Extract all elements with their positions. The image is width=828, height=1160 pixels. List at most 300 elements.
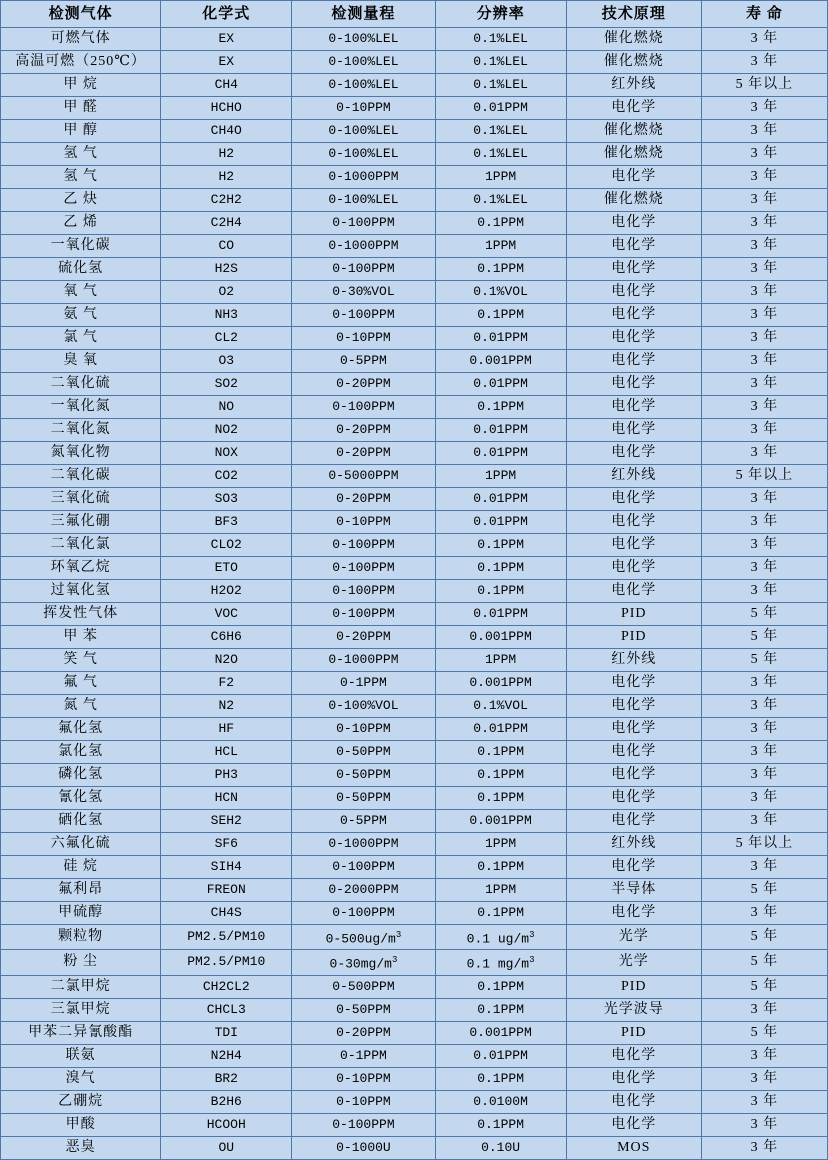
cell-gas-name: 联氨 (1, 1044, 161, 1067)
cell-range: 0-100%LEL (292, 143, 435, 166)
table-body (1, 28, 828, 1160)
cell-gas-name: 氟化氢 (1, 718, 161, 741)
cell-range: 0-10PPM (292, 97, 435, 120)
table-row (1, 1136, 828, 1159)
table-row (1, 258, 828, 281)
cell-technology: 电化学 (566, 304, 701, 327)
table-row (1, 741, 828, 764)
cell-technology: 电化学 (566, 488, 701, 511)
cell-range: 0-10PPM (292, 1067, 435, 1090)
cell-gas-name: 三氧化硫 (1, 488, 161, 511)
cell-resolution: 1PPM (435, 235, 566, 258)
cell-range: 0-10PPM (292, 327, 435, 350)
cell-gas-name: 氢 气 (1, 143, 161, 166)
cell-technology: 电化学 (566, 97, 701, 120)
table-row (1, 925, 828, 950)
cell-resolution: 0.01PPM (435, 327, 566, 350)
cell-formula: HF (161, 718, 292, 741)
cell-lifetime: 3 年 (701, 327, 827, 350)
table-row (1, 511, 828, 534)
cell-range: 0-20PPM (292, 626, 435, 649)
cell-gas-name: 甲酸 (1, 1113, 161, 1136)
cell-gas-name: 二氧化碳 (1, 465, 161, 488)
cell-technology: 电化学 (566, 281, 701, 304)
cell-range: 0-100%LEL (292, 51, 435, 74)
cell-lifetime: 5 年 (701, 649, 827, 672)
cell-resolution: 0.1%LEL (435, 74, 566, 97)
cell-formula: BF3 (161, 511, 292, 534)
cell-resolution: 0.0100M (435, 1090, 566, 1113)
header-formula: 化学式 (161, 1, 292, 28)
cell-lifetime: 5 年 (701, 975, 827, 998)
cell-technology: 电化学 (566, 672, 701, 695)
table-row (1, 672, 828, 695)
cell-formula: O3 (161, 350, 292, 373)
cell-resolution: 0.01PPM (435, 603, 566, 626)
cell-formula: EX (161, 51, 292, 74)
cell-lifetime: 3 年 (701, 718, 827, 741)
cell-gas-name: 甲 醛 (1, 97, 161, 120)
cell-range: 0-1PPM (292, 672, 435, 695)
cell-lifetime: 3 年 (701, 120, 827, 143)
cell-formula: FREON (161, 879, 292, 902)
cell-technology: 电化学 (566, 327, 701, 350)
cell-resolution: 1PPM (435, 166, 566, 189)
table-row (1, 212, 828, 235)
cell-resolution: 0.1%LEL (435, 51, 566, 74)
cell-range: 0-100PPM (292, 304, 435, 327)
cell-range: 0-100PPM (292, 902, 435, 925)
cell-lifetime: 3 年 (701, 511, 827, 534)
cell-resolution: 1PPM (435, 649, 566, 672)
cell-formula: HCOOH (161, 1113, 292, 1136)
cell-range: 0-1PPM (292, 1044, 435, 1067)
cell-formula: CL2 (161, 327, 292, 350)
cell-lifetime: 3 年 (701, 1136, 827, 1159)
cell-resolution: 0.001PPM (435, 1021, 566, 1044)
cell-technology: 电化学 (566, 212, 701, 235)
table-row (1, 810, 828, 833)
cell-gas-name: 甲苯二异氰酸酯 (1, 1021, 161, 1044)
cell-gas-name: 氮氧化物 (1, 442, 161, 465)
cell-resolution: 0.1%VOL (435, 281, 566, 304)
table-row (1, 856, 828, 879)
cell-resolution: 0.001PPM (435, 350, 566, 373)
cell-resolution: 0.001PPM (435, 672, 566, 695)
cell-resolution: 0.1PPM (435, 764, 566, 787)
cell-formula: H2O2 (161, 580, 292, 603)
table-row (1, 1044, 828, 1067)
cell-technology: 红外线 (566, 649, 701, 672)
table-row (1, 51, 828, 74)
table-row (1, 1021, 828, 1044)
table-row (1, 695, 828, 718)
cell-technology: 光学波导 (566, 998, 701, 1021)
cell-formula: NO (161, 396, 292, 419)
table-header-row (1, 1, 828, 28)
cell-range: 0-10PPM (292, 511, 435, 534)
cell-gas-name: 氯化氢 (1, 741, 161, 764)
cell-resolution: 0.1%LEL (435, 28, 566, 51)
cell-technology: 电化学 (566, 235, 701, 258)
cell-lifetime: 5 年 (701, 925, 827, 950)
table-row (1, 97, 828, 120)
cell-range: 0-1000U (292, 1136, 435, 1159)
cell-gas-name: 过氧化氢 (1, 580, 161, 603)
cell-lifetime: 3 年 (701, 695, 827, 718)
cell-resolution: 0.01PPM (435, 511, 566, 534)
table-row (1, 718, 828, 741)
cell-formula: SIH4 (161, 856, 292, 879)
cell-lifetime: 3 年 (701, 557, 827, 580)
cell-technology: 电化学 (566, 442, 701, 465)
table-row (1, 975, 828, 998)
table-row (1, 442, 828, 465)
cell-gas-name: 可燃气体 (1, 28, 161, 51)
cell-gas-name: 氮 气 (1, 695, 161, 718)
cell-lifetime: 5 年以上 (701, 74, 827, 97)
cell-formula: CH2CL2 (161, 975, 292, 998)
cell-range: 0-50PPM (292, 787, 435, 810)
cell-gas-name: 磷化氢 (1, 764, 161, 787)
cell-gas-name: 二氧化硫 (1, 373, 161, 396)
cell-formula: CHCL3 (161, 998, 292, 1021)
cell-lifetime: 3 年 (701, 1113, 827, 1136)
cell-technology: 电化学 (566, 534, 701, 557)
cell-resolution: 0.1PPM (435, 212, 566, 235)
cell-range: 0-100%LEL (292, 189, 435, 212)
cell-gas-name: 氟 气 (1, 672, 161, 695)
cell-gas-name: 一氧化碳 (1, 235, 161, 258)
cell-formula: CH4S (161, 902, 292, 925)
table-row (1, 998, 828, 1021)
cell-range: 0-1000PPM (292, 166, 435, 189)
cell-gas-name: 三氯甲烷 (1, 998, 161, 1021)
cell-lifetime: 3 年 (701, 396, 827, 419)
cell-formula: TDI (161, 1021, 292, 1044)
table-row (1, 902, 828, 925)
cell-formula: SO2 (161, 373, 292, 396)
cell-range: 0-100PPM (292, 1113, 435, 1136)
cell-gas-name: 乙 炔 (1, 189, 161, 212)
table-row (1, 28, 828, 51)
cell-range: 0-100PPM (292, 580, 435, 603)
cell-gas-name: 笑 气 (1, 649, 161, 672)
cell-range: 0-100PPM (292, 258, 435, 281)
cell-range: 0-100PPM (292, 856, 435, 879)
cell-gas-name: 恶臭 (1, 1136, 161, 1159)
table-row (1, 74, 828, 97)
cell-technology: 电化学 (566, 787, 701, 810)
cell-gas-name: 高温可燃（250℃） (1, 51, 161, 74)
cell-technology: 电化学 (566, 856, 701, 879)
cell-technology: 红外线 (566, 833, 701, 856)
table-row (1, 143, 828, 166)
cell-gas-name: 挥发性气体 (1, 603, 161, 626)
cell-technology: 电化学 (566, 580, 701, 603)
cell-lifetime: 5 年 (701, 603, 827, 626)
cell-formula: C2H2 (161, 189, 292, 212)
cell-technology: PID (566, 626, 701, 649)
cell-lifetime: 3 年 (701, 28, 827, 51)
cell-resolution: 0.1 $ug/m^3$ (435, 925, 566, 950)
cell-gas-name: 甲 醇 (1, 120, 161, 143)
cell-resolution: 0.1PPM (435, 975, 566, 998)
cell-gas-name: 乙硼烷 (1, 1090, 161, 1113)
cell-lifetime: 3 年 (701, 97, 827, 120)
table-row (1, 950, 828, 975)
cell-formula: BR2 (161, 1067, 292, 1090)
cell-technology: 光学 (566, 925, 701, 950)
cell-formula: ETO (161, 557, 292, 580)
table-row (1, 373, 828, 396)
cell-formula: NH3 (161, 304, 292, 327)
cell-range: $0-500ug/m^3$ (292, 925, 435, 950)
cell-formula: HCN (161, 787, 292, 810)
cell-technology: 光学 (566, 950, 701, 975)
cell-technology: 电化学 (566, 373, 701, 396)
cell-technology: 催化燃烧 (566, 28, 701, 51)
cell-gas-name: 甲硫醇 (1, 902, 161, 925)
table-row (1, 1067, 828, 1090)
cell-technology: MOS (566, 1136, 701, 1159)
cell-resolution: 0.1PPM (435, 741, 566, 764)
cell-gas-name: 三氟化硼 (1, 511, 161, 534)
table-row (1, 1090, 828, 1113)
cell-formula: C2H4 (161, 212, 292, 235)
cell-gas-name: 溴气 (1, 1067, 161, 1090)
table-row (1, 557, 828, 580)
header-resolution: 分辨率 (435, 1, 566, 28)
cell-lifetime: 3 年 (701, 419, 827, 442)
cell-gas-name: 氧 气 (1, 281, 161, 304)
cell-range: 0-5000PPM (292, 465, 435, 488)
cell-lifetime: 3 年 (701, 764, 827, 787)
cell-technology: PID (566, 1021, 701, 1044)
cell-formula: O2 (161, 281, 292, 304)
cell-technology: 催化燃烧 (566, 120, 701, 143)
cell-resolution: 0.01PPM (435, 373, 566, 396)
table-row (1, 833, 828, 856)
cell-technology: 电化学 (566, 695, 701, 718)
cell-gas-name: 颗粒物 (1, 925, 161, 950)
cell-resolution: 0.1%LEL (435, 120, 566, 143)
cell-range: 0-100%LEL (292, 74, 435, 97)
table-row (1, 120, 828, 143)
cell-formula: CH4 (161, 74, 292, 97)
table-row (1, 281, 828, 304)
cell-range: 0-10PPM (292, 718, 435, 741)
cell-range: 0-20PPM (292, 1021, 435, 1044)
cell-technology: 电化学 (566, 258, 701, 281)
cell-technology: 催化燃烧 (566, 189, 701, 212)
cell-resolution: 0.1%LEL (435, 189, 566, 212)
cell-lifetime: 5 年以上 (701, 465, 827, 488)
cell-range: 0-500PPM (292, 975, 435, 998)
cell-gas-name: 臭 氧 (1, 350, 161, 373)
cell-lifetime: 3 年 (701, 787, 827, 810)
cell-resolution: 0.1PPM (435, 304, 566, 327)
table-row (1, 603, 828, 626)
cell-gas-name: 乙 烯 (1, 212, 161, 235)
cell-range: $0-30mg/m^3$ (292, 950, 435, 975)
cell-resolution: 0.1PPM (435, 557, 566, 580)
cell-formula: C6H6 (161, 626, 292, 649)
table-row (1, 764, 828, 787)
cell-lifetime: 5 年以上 (701, 833, 827, 856)
cell-resolution: 0.01PPM (435, 718, 566, 741)
cell-technology: 电化学 (566, 166, 701, 189)
cell-lifetime: 3 年 (701, 304, 827, 327)
cell-formula: NO2 (161, 419, 292, 442)
cell-gas-name: 硫化氢 (1, 258, 161, 281)
cell-gas-name: 硒化氢 (1, 810, 161, 833)
cell-gas-name: 六氟化硫 (1, 833, 161, 856)
cell-lifetime: 5 年 (701, 879, 827, 902)
cell-technology: 电化学 (566, 511, 701, 534)
cell-formula: SO3 (161, 488, 292, 511)
cell-lifetime: 3 年 (701, 373, 827, 396)
cell-formula: SF6 (161, 833, 292, 856)
cell-formula: PM2.5/PM10 (161, 925, 292, 950)
cell-range: 0-5PPM (292, 810, 435, 833)
cell-formula: H2S (161, 258, 292, 281)
cell-resolution: 0.10U (435, 1136, 566, 1159)
cell-range: 0-1000PPM (292, 649, 435, 672)
cell-lifetime: 5 年 (701, 1021, 827, 1044)
cell-resolution: 0.1PPM (435, 258, 566, 281)
cell-lifetime: 3 年 (701, 166, 827, 189)
cell-formula: OU (161, 1136, 292, 1159)
cell-resolution: 0.1PPM (435, 902, 566, 925)
cell-lifetime: 3 年 (701, 902, 827, 925)
header-gas-name: 检测气体 (1, 1, 161, 28)
cell-range: 0-100%LEL (292, 28, 435, 51)
table-row (1, 580, 828, 603)
cell-formula: PH3 (161, 764, 292, 787)
cell-lifetime: 3 年 (701, 856, 827, 879)
cell-technology: 电化学 (566, 1090, 701, 1113)
cell-formula: EX (161, 28, 292, 51)
cell-range: 0-20PPM (292, 419, 435, 442)
table-row (1, 304, 828, 327)
cell-gas-name: 二氯甲烷 (1, 975, 161, 998)
cell-lifetime: 3 年 (701, 258, 827, 281)
cell-formula: N2 (161, 695, 292, 718)
cell-gas-name: 甲 烷 (1, 74, 161, 97)
cell-lifetime: 3 年 (701, 212, 827, 235)
cell-technology: 红外线 (566, 465, 701, 488)
cell-lifetime: 3 年 (701, 350, 827, 373)
table-row (1, 327, 828, 350)
cell-formula: CH4O (161, 120, 292, 143)
cell-technology: 电化学 (566, 764, 701, 787)
cell-range: 0-100PPM (292, 557, 435, 580)
header-range: 检测量程 (292, 1, 435, 28)
cell-resolution: 0.1PPM (435, 580, 566, 603)
cell-technology: PID (566, 603, 701, 626)
cell-range: 0-100%LEL (292, 120, 435, 143)
cell-gas-name: 氰化氢 (1, 787, 161, 810)
cell-range: 0-1000PPM (292, 235, 435, 258)
cell-range: 0-50PPM (292, 741, 435, 764)
header-technology: 技术原理 (566, 1, 701, 28)
table-row (1, 419, 828, 442)
cell-lifetime: 3 年 (701, 281, 827, 304)
cell-resolution: 0.01PPM (435, 419, 566, 442)
cell-resolution: 0.1PPM (435, 534, 566, 557)
cell-lifetime: 3 年 (701, 235, 827, 258)
cell-technology: 电化学 (566, 350, 701, 373)
header-lifetime: 寿 命 (701, 1, 827, 28)
cell-gas-name: 环氧乙烷 (1, 557, 161, 580)
cell-resolution: 0.001PPM (435, 810, 566, 833)
cell-resolution: 0.1 $mg/m^3$ (435, 950, 566, 975)
cell-range: 0-10PPM (292, 1090, 435, 1113)
cell-range: 0-100PPM (292, 603, 435, 626)
table-row (1, 534, 828, 557)
cell-resolution: 0.1PPM (435, 1067, 566, 1090)
cell-lifetime: 3 年 (701, 1090, 827, 1113)
cell-formula: F2 (161, 672, 292, 695)
cell-formula: NOX (161, 442, 292, 465)
cell-resolution: 0.01PPM (435, 442, 566, 465)
cell-gas-name: 二氧化氯 (1, 534, 161, 557)
table-row (1, 1113, 828, 1136)
cell-lifetime: 5 年 (701, 950, 827, 975)
cell-formula: CO2 (161, 465, 292, 488)
cell-gas-name: 氯 气 (1, 327, 161, 350)
cell-formula: H2 (161, 166, 292, 189)
cell-formula: HCL (161, 741, 292, 764)
cell-range: 0-50PPM (292, 998, 435, 1021)
cell-formula: SEH2 (161, 810, 292, 833)
cell-resolution: 0.01PPM (435, 1044, 566, 1067)
cell-resolution: 0.001PPM (435, 626, 566, 649)
table-row (1, 189, 828, 212)
table-row (1, 787, 828, 810)
cell-formula: VOC (161, 603, 292, 626)
cell-technology: 催化燃烧 (566, 143, 701, 166)
cell-gas-name: 二氧化氮 (1, 419, 161, 442)
cell-resolution: 0.1%LEL (435, 143, 566, 166)
cell-range: 0-1000PPM (292, 833, 435, 856)
cell-formula: H2 (161, 143, 292, 166)
cell-formula: CO (161, 235, 292, 258)
cell-range: 0-30%VOL (292, 281, 435, 304)
cell-lifetime: 5 年 (701, 626, 827, 649)
cell-lifetime: 3 年 (701, 672, 827, 695)
cell-technology: 电化学 (566, 557, 701, 580)
cell-technology: 电化学 (566, 810, 701, 833)
table-row (1, 350, 828, 373)
cell-range: 0-50PPM (292, 764, 435, 787)
cell-gas-name: 粉 尘 (1, 950, 161, 975)
cell-range: 0-100%VOL (292, 695, 435, 718)
cell-range: 0-5PPM (292, 350, 435, 373)
cell-resolution: 1PPM (435, 879, 566, 902)
cell-gas-name: 一氧化氮 (1, 396, 161, 419)
cell-formula: B2H6 (161, 1090, 292, 1113)
table-row (1, 396, 828, 419)
table-row (1, 649, 828, 672)
cell-technology: 半导体 (566, 879, 701, 902)
cell-technology: PID (566, 975, 701, 998)
cell-technology: 电化学 (566, 1113, 701, 1136)
cell-technology: 电化学 (566, 902, 701, 925)
cell-technology: 催化燃烧 (566, 51, 701, 74)
cell-lifetime: 3 年 (701, 1044, 827, 1067)
